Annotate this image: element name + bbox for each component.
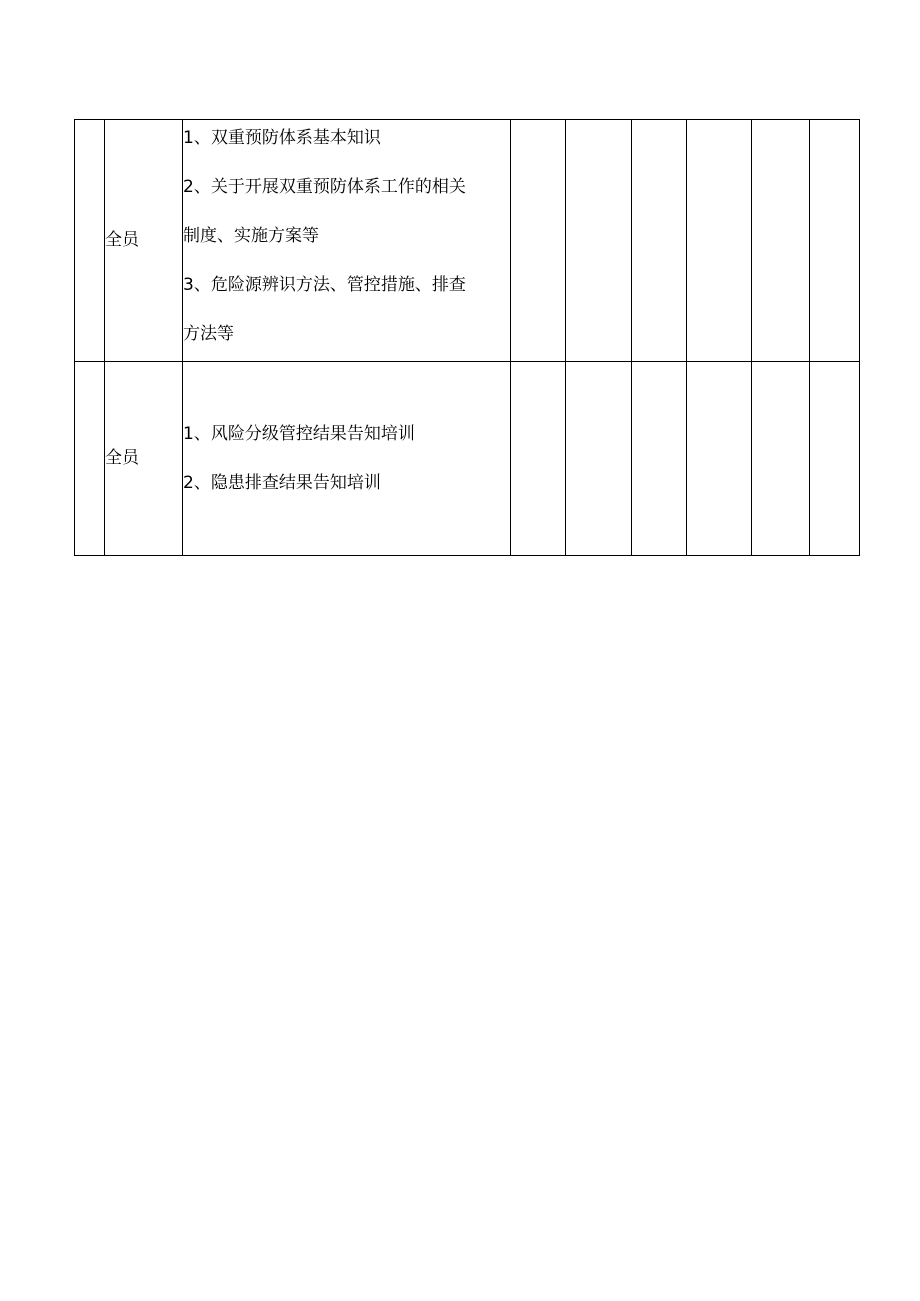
empty-cell — [511, 362, 566, 556]
target-cell — [105, 120, 183, 362]
target-cell — [105, 362, 183, 556]
serial-cell — [75, 362, 105, 556]
training-plan-table — [74, 119, 860, 556]
content-line: 方法等 — [183, 324, 234, 344]
empty-cell — [752, 362, 810, 556]
content-line: 制度、实施方案等 — [183, 226, 319, 246]
empty-cell — [687, 362, 752, 556]
content-line: 2、隐患排查结果告知培训 — [183, 472, 381, 493]
empty-cell — [632, 362, 687, 556]
empty-cell — [566, 120, 632, 362]
content-line: 1、双重预防体系基本知识 — [183, 128, 381, 148]
serial-cell — [75, 120, 105, 362]
content-line: 3、危险源辨识方法、管控措施、排查 — [183, 275, 466, 295]
empty-cell — [752, 120, 810, 362]
content-line: 2、关于开展双重预防体系工作的相关 — [183, 177, 466, 197]
empty-cell — [810, 362, 860, 556]
empty-cell — [632, 120, 687, 362]
table-row — [75, 362, 860, 556]
content-block — [183, 410, 510, 508]
table-row — [75, 120, 860, 362]
content-cell — [183, 120, 511, 362]
empty-cell — [511, 120, 566, 362]
empty-cell — [566, 362, 632, 556]
empty-cell — [810, 120, 860, 362]
target-text: 全员 — [105, 448, 139, 468]
content-block — [183, 114, 510, 359]
content-cell — [183, 362, 511, 556]
target-text: 全员 — [105, 230, 139, 250]
empty-cell — [687, 120, 752, 362]
content-line: 1、风险分级管控结果告知培训 — [183, 423, 415, 444]
